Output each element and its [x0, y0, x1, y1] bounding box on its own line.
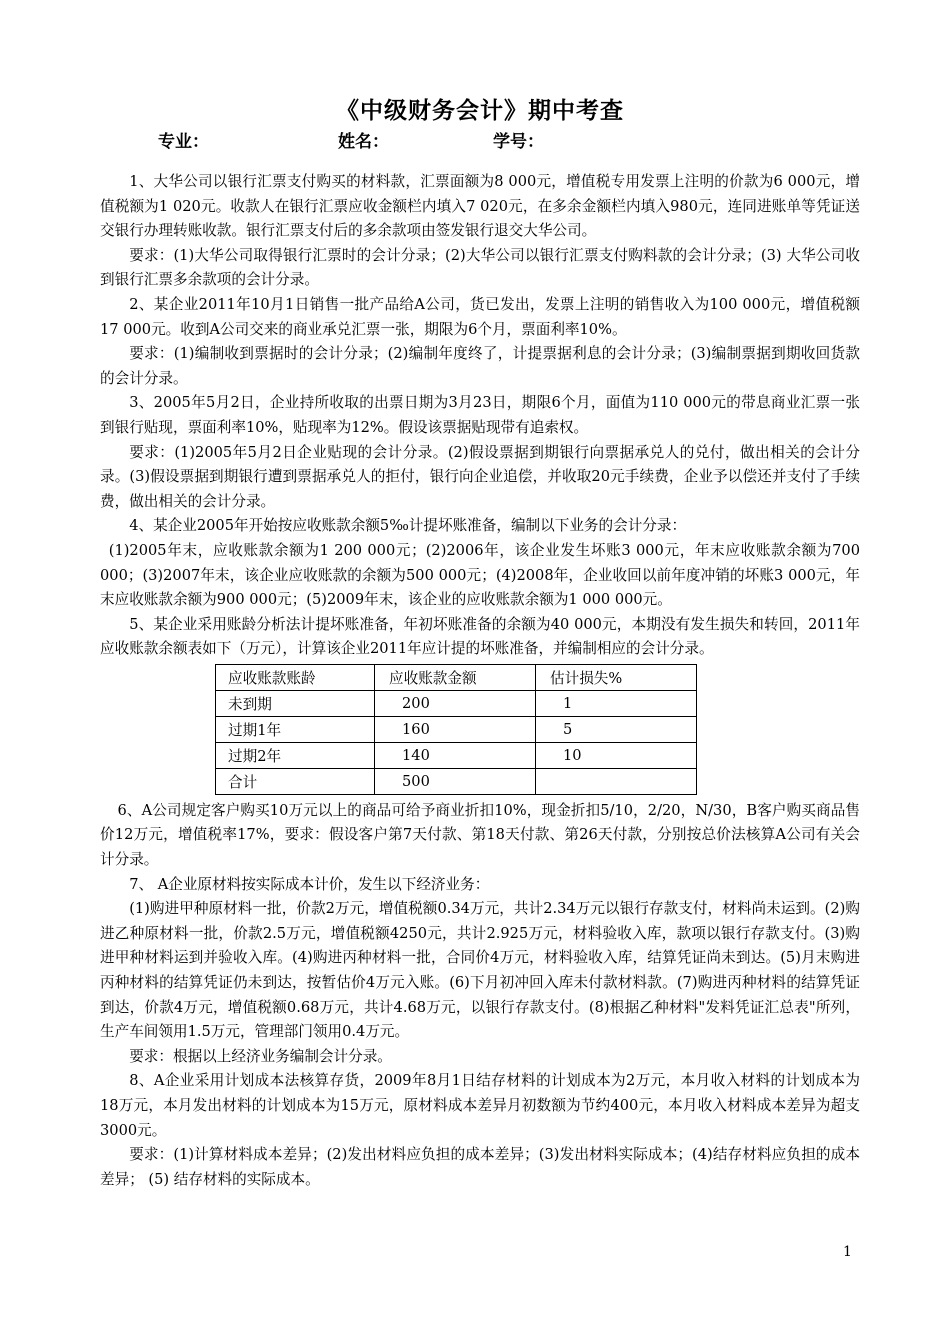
table-cell: 10: [536, 742, 697, 768]
table-cell: 200: [375, 690, 536, 716]
student-info-fields: [100, 127, 860, 155]
receivables-aging-table: [215, 664, 697, 795]
table-cell: [536, 768, 697, 794]
table-row: [216, 690, 697, 716]
table-header-cell: 估计损失%: [536, 664, 697, 690]
table-row: [216, 768, 697, 794]
question-1-text: 1、大华公司以银行汇票支付购买的材料款，汇票面额为8 000元，增值税专用发票上注明的价款为6 000元，增值税额为1 020元。收款人在银行汇票应收金额栏内填入7 020元，在多余金额栏内填入980元，连同进账单等凭证送交银行办理转账收款。银行汇票支付后的多余款项由签发银行退交大华公司。: [100, 173, 860, 240]
page-number: 1: [843, 1244, 852, 1260]
question-7-details: (1)购进甲种原材料一批，价款2万元，增值税额0.34万元，共计2.34万元以银行存款支付，材料尚未运到。(2)购进乙种原材料一批，价款2.5万元，增值税额4250元，共计2.925万元，材料验收入库，款项以银行存款支付。(3)购进甲种材料运到并验收入库。(4)购进丙种材料一批，合同价4万元，材料验收入库，结算凭证尚未到达。(5)月末购进丙种材料的结算凭证仍未到达，按暂估价4万元入账。(6)下月初冲回入库未付款材料款。(7)购进丙种材料的结算凭证到达，价款4万元，增值税额0.68万元，共计4.68万元，以银行存款支付。(8)根据乙种材料"发料凭证汇总表"所列，生产车间领用1.5万元，管理部门领用0.4万元。: [100, 900, 860, 1041]
question-2-requirements: 要求：(1)编制收到票据时的会计分录；(2)编制年度终了，计提票据利息的会计分录；(3)编制票据到期收回货款的会计分录。: [100, 345, 860, 387]
question-2-text: 2、某企业2011年10月1日销售一批产品给A公司，货已发出，发票上注明的销售收入为100 000元，增值税额17 000元。收到A公司交来的商业承兑汇票一张，期限为6个月，票面利率10%。: [100, 295, 860, 338]
table-header-cell: 应收账款金额: [375, 664, 536, 690]
table-header-cell: 应收账款账龄: [216, 664, 375, 690]
question-7-requirements: 要求：根据以上经济业务编制会计分录。: [129, 1047, 392, 1065]
table-cell: 过期1年: [216, 716, 375, 742]
question-6-text: 6、A公司规定客户购买10万元以上的商品可给予商业折扣10%，现金折扣5/10，2/20，N/30，B客户购买商品售价12万元，增值税率17%，要求：假设客户第7天付款、第18天付款、第26天付款，分别按总价法核算A公司有关会计分录。: [100, 801, 860, 869]
table-cell: 5: [536, 716, 697, 742]
question-4-text: 4、某企业2005年开始按应收账款余额5‰计提坏账准备，编制以下业务的会计分录：: [129, 517, 687, 535]
table-cell: 1: [536, 690, 697, 716]
student-id-field-label: 学号：: [493, 132, 544, 152]
question-4-details: (1)2005年末，应收账款余额为1 200 000元；(2)2006年，该企业发生坏账3 000元，年末应收账款余额为700 000；(3)2007年末，该企业应收账款的余额为500 000元；(4)2008年，企业收回以前年度冲销的坏账3 000元，年末应收账款余额为900 000元；(5)2009年末，该企业的应收账款余额为1 000 000元。: [100, 541, 860, 609]
table-cell: 合计: [216, 768, 375, 794]
question-8-text: 8、A企业采用计划成本法核算存货，2009年8月1日结存材料的计划成本为2万元，本月收入材料的计划成本为18万元，本月发出材料的计划成本为15万元，原材料成本差异月初数额为节约400元，本月收入材料成本差异为超支3000元。: [100, 1072, 860, 1139]
name-field-label: 姓名：: [338, 132, 389, 152]
document-title: 《中级财务会计》期中考查: [336, 98, 624, 124]
table-cell: 未到期: [216, 690, 375, 716]
table-row: [216, 742, 697, 768]
question-8-requirements: 要求：(1)计算材料成本差异；(2)发出材料应负担的成本差异；(3)发出材料实际成本；(4)结存材料应负担的成本差异； (5) 结存材料的实际成本。: [100, 1146, 860, 1188]
document-page: [100, 92, 860, 1192]
table-cell: 500: [375, 768, 536, 794]
question-5-text: 5、某企业采用账龄分析法计提坏账准备，年初坏账准备的余额为40 000元，本期没有发生损失和转回，2011年应收账款余额表如下（万元），计算该企业2011年应计提的坏账准备，并编制相应的会计分录。: [100, 615, 860, 658]
question-7-text: 7、 A企业原材料按实际成本计价，发生以下经济业务：: [129, 875, 490, 893]
table-cell: 140: [375, 742, 536, 768]
table-cell: 过期2年: [216, 742, 375, 768]
question-1-requirements: 要求：(1)大华公司取得银行汇票时的会计分录；(2)大华公司以银行汇票支付购料款的会计分录；(3) 大华公司收到银行汇票多余款项的会计分录。: [100, 246, 860, 289]
question-3-requirements: 要求：(1)2005年5月2日企业贴现的会计分录。(2)假设票据到期银行向票据承兑人的兑付，做出相关的会计分录。(3)假设票据到期银行遭到票据承兑人的拒付，银行向企业追偿，并收取20元手续费，企业予以偿还并支付了手续费，做出相关的会计分录。: [100, 443, 860, 510]
question-3-text: 3、2005年5月2日，企业持所收取的出票日期为3月23日，期限6个月，面值为110 000元的带息商业汇票一张到银行贴现，票面利率10%，贴现率为12%。假设该票据贴现带有追索权。: [100, 394, 860, 436]
table-row: [216, 716, 697, 742]
table-cell: 160: [375, 716, 536, 742]
table-header-row: [216, 664, 697, 690]
major-field-label: 专业：: [158, 132, 209, 152]
